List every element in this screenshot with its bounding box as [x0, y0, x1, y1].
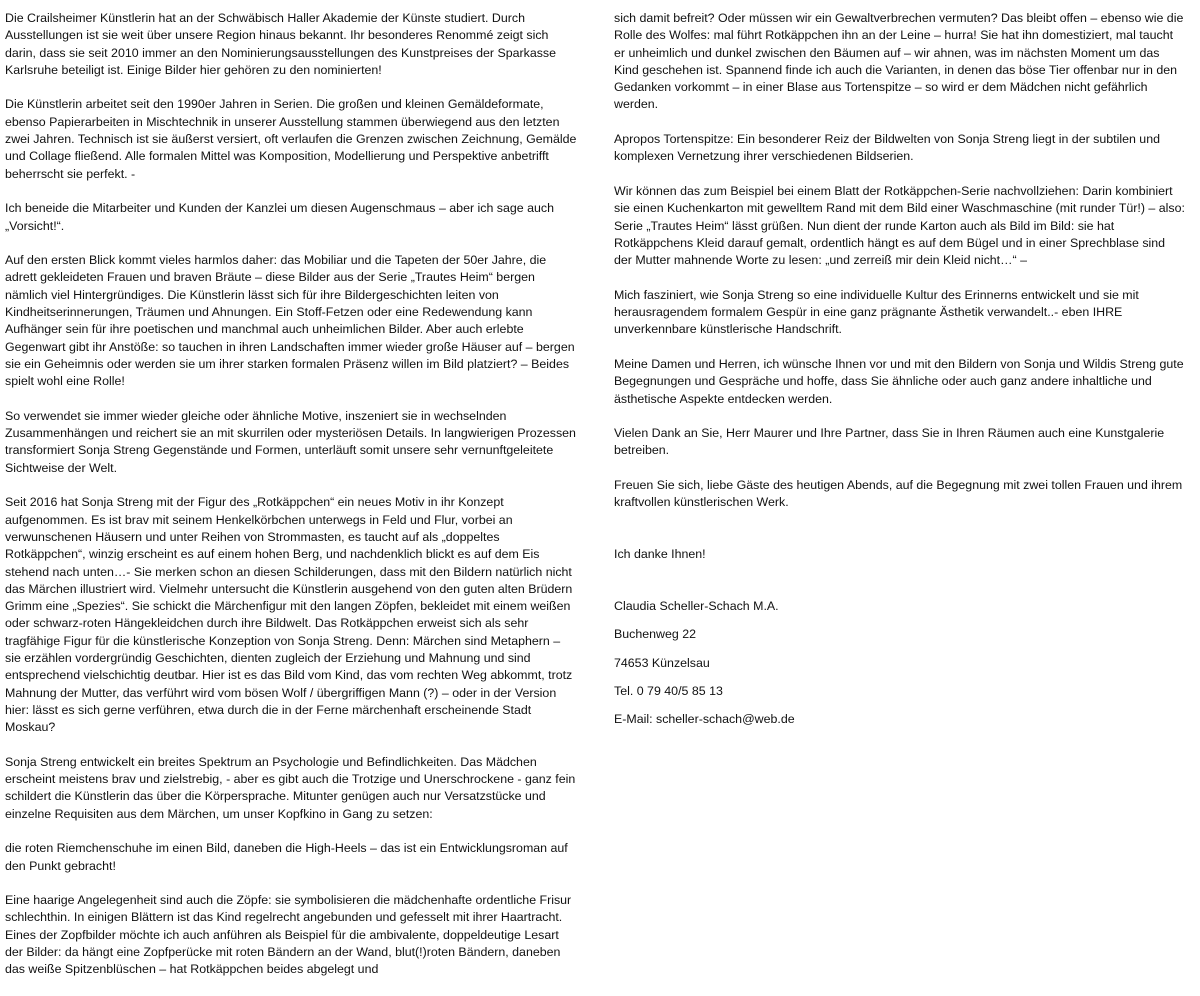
paragraph: die roten Riemchenschuhe im einen Bild, daneben die High-Heels – das ist ein Entwicklungsroman auf den Punkt gebracht! [5, 841, 568, 873]
author-street: Buchenweg 22 [614, 627, 696, 642]
paragraph: Seit 2016 hat Sonja Streng mit der Figur des „Rotkäppchen“ ein neues Motiv in ihr Konzept aufgenommen. Es ist brav mit seinem Henkelkörbchen unterwegs in Feld und Flur, vorbei an verwunschenen Häusern und unter Reihen von Strommasten, es taucht auf als „doppeltes Rotkäppchen“, winzig erscheint es auf einem hohen Berg, und nachdenklich blickt es auf dem Eis stehend nach unten…- Sie merken schon an diesen Schilderungen, dass mit den Bildern natürlich nicht das Märchen illustriert wird. Vielmehr untersucht die Künstlerin ausgehend von den guten alten Brüdern Grimm eine „Spezies“. Sie schickt die Märchenfigur mit den langen Zöpfen, bekleidet mit einem weißen oder schwarz-roten Hängekleidchen durch ihre Bildwelt. Das Rotkäppchen erweist sich als sehr tragfähige Figur für die künstlerische Konzeption von Sonja Streng. Denn: Märchen sind Metaphern – sie erzählen vordergründig Geschichten, dienten zugleich der Erziehung und Mahnung und sind entsprechend vielschichtig deutbar. Hier ist es das Bild vom Kind, das vom rechten Weg abkommt, trotz Mahnung der Mutter, das verführt wird vom bösen Wolf / übergriffigen Mann (?) – oder in der Version hier: lässt es sich gerne verführen, etwa durch die in der Ferne märchenhaft erscheinende Stadt Moskau? [5, 495, 573, 735]
paragraph: Mich fasziniert, wie Sonja Streng so eine individuelle Kultur des Erinnerns entwickelt und sie mit herausragendem formalem Gespür in eine ganz prägnante Ästhetik verwandelt..- eben IHRE unverkennbare künstlerische Handschrift. [614, 287, 1139, 337]
paragraph: sich damit befreit? Oder müssen wir ein Gewaltverbrechen vermuten? Das bleibt offen – ebenso wie die Rolle des Wolfes: mal führt Rotkäppchen ihn an der Leine – hurra! Sie hat ihn domestiziert, mal taucht er unheimlich und dunkel zwischen den Bäumen auf – wir ahnen, was im nächsten Moment um das Kind geschehen ist. Spannend finde ich auch die Varianten, in denen das böse Tier offenbar nur in den Gedanken vorkommt – in einer Blase aus Tortenspitze – so wird er dem Mädchen nicht gefährlich werden. [614, 11, 1184, 112]
paragraph: Vielen Dank an Sie, Herr Maurer und Ihre Partner, dass Sie in Ihren Räumen auch eine Kunstgalerie betreiben. [614, 426, 1165, 458]
closing-line: Ich danke Ihnen! [614, 547, 706, 562]
author-phone: Tel. 0 79 40/5 85 13 [614, 683, 723, 698]
paragraph: Ich beneide die Mitarbeiter und Kunden der Kanzlei um diesen Augenschmaus – aber ich sage auch „Vorsicht!“. [5, 201, 554, 233]
signature-block [614, 598, 1186, 728]
paragraph: Die Künstlerin arbeitet seit den 1990er Jahren in Serien. Die großen und kleinen Gemäldeformate, ebenso Papierarbeiten in Mischtechnik in unserer Ausstellung stammen überwiegend aus den letzten zwei Jahren. Technisch ist sie äußerst versiert, oft verlaufen die Grenzen zwischen Zeichnung, Gemälde und Collage fließend. Alle formalen Mittel was Komposition, Modellierung und Perspektive anbetrifft beherrscht sie perfekt. - [5, 97, 577, 181]
right-column [614, 10, 1186, 740]
left-column [5, 10, 577, 996]
paragraph: Freuen Sie sich, liebe Gäste des heutigen Abends, auf die Begegnung mit zwei tollen Frauen und ihrem kraftvollen künstlerischen Werk. [614, 478, 1183, 510]
paragraph: Wir können das zum Beispiel bei einem Blatt der Rotkäppchen-Serie nachvollziehen: Darin kombiniert sie einen Kuchenkarton mit gewelltem Rand mit dem Bild einer Waschmaschine (mit runder Tür!) – also: Serie „Trautes Heim“ lässt grüßen. Nun dient der runde Karton auch als Bild im Bild: sie hat Rotkäppchens Kleid darauf gemalt, ordentlich hängt es auf dem Bügel und in einer Sprechblase sind der Mutter mahnende Worte zu lesen: „und zerreiß mir dein Kleid nicht…“ – [614, 183, 1185, 268]
paragraph: Auf den ersten Blick kommt vieles harmlos daher: das Mobiliar und die Tapeten der 50er Jahre, die adrett gekleideten Frauen und braven Bräute – diese Bilder aus der Serie „Trautes Heim“ bergen nämlich viel Hintergründiges. Die Künstlerin lässt sich für ihre Bildergeschichten leiten von Kindheitserinnerungen, Träumen und Ahnungen. Ein Stoff-Fetzen oder eine Redewendung kann Aufhänger sein für ihre poetischen und manchmal auch unheimlichen Bilder. Aber auch erlebte Gegenwart gibt ihr Anstöße: so tauchen in ihren Landschaften immer wieder große Häuser auf – bergen sie ein Geheimnis oder werden sie um ihrer starken formalen Präsenz willen im Bild platziert? – Beides spielt wohl eine Rolle! [5, 253, 575, 389]
paragraph: Meine Damen und Herren, ich wünsche Ihnen vor und mit den Bildern von Sonja und Wildis Streng gute Begegnungen und Gespräche und hoffe, dass Sie ähnliche oder auch ganz andere inhaltliche und ästhetische Aspekte entdecken werden. [614, 356, 1184, 406]
author-email: E-Mail: scheller-schach@web.de [614, 712, 795, 727]
paragraph: Die Crailsheimer Künstlerin hat an der Schwäbisch Haller Akademie der Künste studiert. Durch Ausstellungen ist sie weit über unsere Region hinaus bekannt. Ihr besonderes Renommé zeigt sich darin, dass sie seit 2010 immer an den Nominierungsausstellungen des Kunstpreises der Sparkasse Karlsruhe beteiligt ist. Einige Bilder hier gehören zu den nominierten! [5, 11, 556, 77]
author-city: 74653 Künzelsau [614, 655, 710, 670]
author-name: Claudia Scheller-Schach M.A. [614, 599, 779, 614]
paragraph: Sonja Streng entwickelt ein breites Spektrum an Psychologie und Befindlichkeiten. Das Mädchen erscheint meistens brav und zielstrebig, - aber es gibt auch die Trotzige und Unerschrockene - ganz fein schildert die Künstlerin das über die Körpersprache. Mitunter genügen auch nur Versatzstücke und einzelne Requisiten aus dem Märchen, um unser Kopfkino in Gang zu setzen: [5, 754, 576, 821]
paragraph: Apropos Tortenspitze: Ein besonderer Reiz der Bildwelten von Sonja Streng liegt in der subtilen und komplexen Vernetzung ihrer verschiedenen Bildserien. [614, 132, 1160, 164]
paragraph: So verwendet sie immer wieder gleiche oder ähnliche Motive, inszeniert sie in wechselnden Zusammenhängen und reichert sie an mit skurrilen oder mysteriösen Details. In langwierigen Prozessen transformiert Sonja Streng Gegenstände und Formen, unterläuft somit unsere sehr vernunftgeleitete Sichtweise der Welt. [5, 408, 576, 475]
paragraph: Eine haarige Angelegenheit sind auch die Zöpfe: sie symbolisieren die mädchenhafte ordentliche Frisur schlechthin. In einigen Blättern ist das Kind regelrecht angebunden und gefesselt mit ihrer Haartracht. Eines der Zopfbilder möchte ich auch anführen als Beispiel für die ambivalente, doppeldeutige Lesart der Bilder: da hängt eine Zopfperücke mit roten Bändern an der Wand, blut(!)roten Bändern, daneben das weiße Spitzenblüschen – hat Rotkäppchen beides abgelegt und [5, 893, 572, 977]
